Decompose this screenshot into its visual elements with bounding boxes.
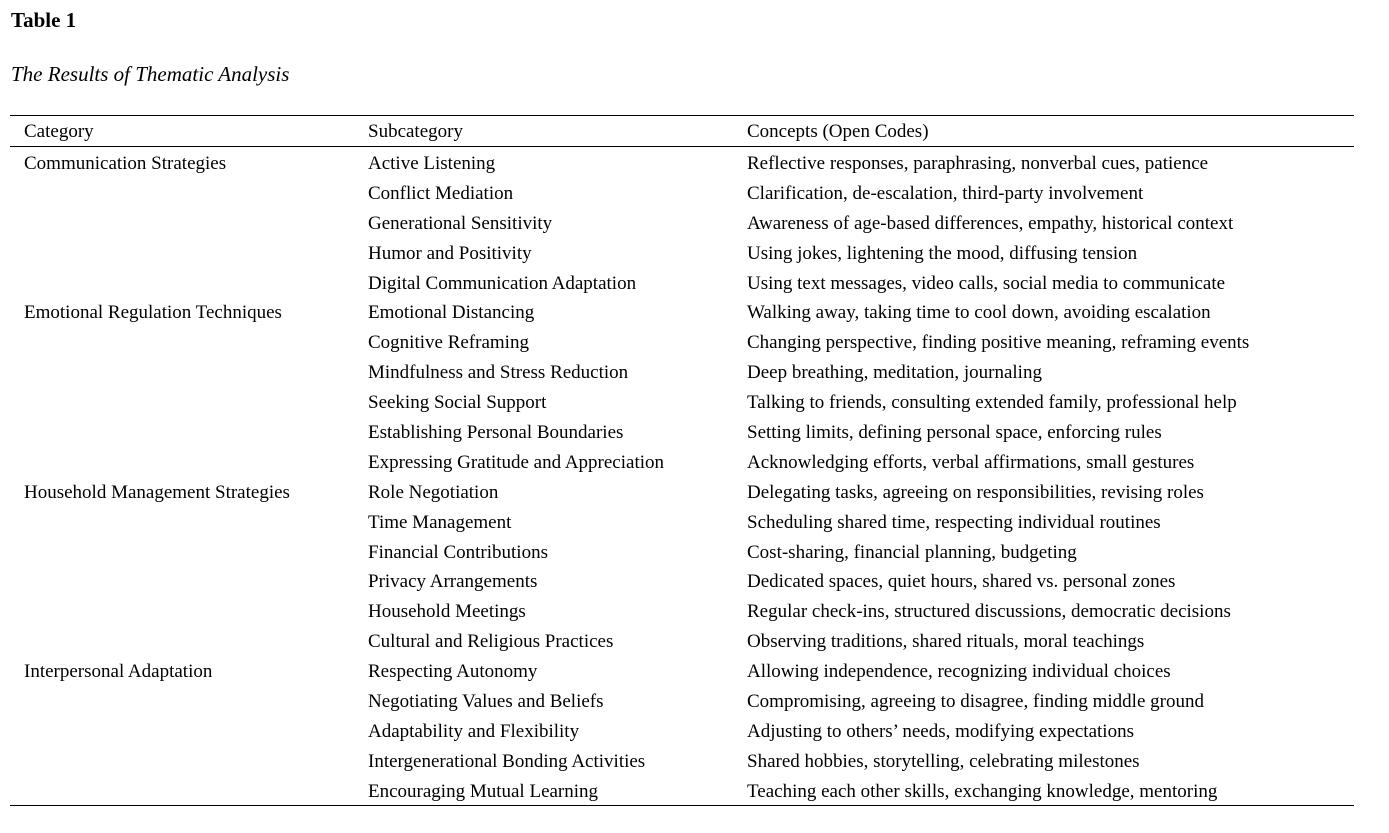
cell-subcategory: Financial Contributions <box>368 541 548 563</box>
cell-category: Interpersonal Adaptation <box>24 661 213 683</box>
cell-concepts: Acknowledging efforts, verbal affirmations, small gestures <box>747 451 1195 473</box>
cell-category: Household Management Strategies <box>24 481 290 503</box>
cell-subcategory: Role Negotiation <box>368 481 499 503</box>
cell-subcategory: Adaptability and Flexibility <box>368 720 580 742</box>
cell-subcategory: Emotional Distancing <box>368 302 535 324</box>
table-row <box>0 211 1389 241</box>
cell-concepts: Deep breathing, meditation, journaling <box>747 362 1042 384</box>
cell-concepts: Clarification, de-escalation, third-party involvement <box>747 182 1144 204</box>
cell-subcategory: Encouraging Mutual Learning <box>368 780 599 802</box>
table-row <box>0 450 1389 480</box>
table-row <box>0 300 1389 330</box>
cell-subcategory: Time Management <box>368 511 512 533</box>
table-row <box>0 330 1389 360</box>
table-row <box>0 390 1389 420</box>
cell-concepts: Shared hobbies, storytelling, celebrating milestones <box>747 750 1140 772</box>
cell-subcategory: Seeking Social Support <box>368 392 547 414</box>
table-row <box>0 480 1389 510</box>
cell-subcategory: Active Listening <box>368 153 496 174</box>
cell-concepts: Compromising, agreeing to disagree, finding middle ground <box>747 691 1204 713</box>
table-row <box>0 241 1389 271</box>
table-top-rule <box>10 115 1354 116</box>
cell-concepts: Walking away, taking time to cool down, avoiding escalation <box>747 302 1211 324</box>
table-row <box>0 540 1389 570</box>
cell-concepts: Observing traditions, shared rituals, moral teachings <box>747 631 1145 653</box>
header-category: Category <box>24 121 94 142</box>
cell-subcategory: Establishing Personal Boundaries <box>368 422 624 444</box>
cell-category: Emotional Regulation Techniques <box>24 302 282 324</box>
cell-concepts: Changing perspective, finding positive meaning, reframing events <box>747 332 1250 354</box>
cell-subcategory: Privacy Arrangements <box>368 571 538 593</box>
table-bottom-rule <box>10 805 1354 806</box>
cell-category: Communication Strategies <box>24 153 227 174</box>
header-subcategory: Subcategory <box>368 121 463 142</box>
cell-concepts: Awareness of age-based differences, empathy, historical context <box>747 212 1234 234</box>
cell-subcategory: Intergenerational Bonding Activities <box>368 750 646 772</box>
cell-subcategory: Negotiating Values and Beliefs <box>368 691 604 713</box>
cell-subcategory: Generational Sensitivity <box>368 212 553 234</box>
table-row <box>0 689 1389 719</box>
table-row <box>0 659 1389 689</box>
cell-concepts: Using jokes, lightening the mood, diffusing tension <box>747 242 1138 264</box>
cell-subcategory: Cultural and Religious Practices <box>368 631 614 653</box>
table-row <box>0 719 1389 749</box>
cell-subcategory: Expressing Gratitude and Appreciation <box>368 451 665 473</box>
cell-concepts: Delegating tasks, agreeing on responsibilities, revising roles <box>747 481 1204 503</box>
table-header-row <box>0 119 1389 145</box>
cell-concepts: Using text messages, video calls, social media to communicate <box>747 272 1226 294</box>
table-row <box>0 569 1389 599</box>
cell-subcategory: Respecting Autonomy <box>368 661 538 683</box>
cell-concepts: Cost-sharing, financial planning, budgeting <box>747 541 1077 563</box>
cell-concepts: Reflective responses, paraphrasing, nonverbal cues, patience <box>747 153 1209 174</box>
table-row <box>0 181 1389 211</box>
cell-concepts: Allowing independence, recognizing individual choices <box>747 661 1171 683</box>
table-number: Table 1 <box>11 8 77 32</box>
cell-concepts: Adjusting to others’ needs, modifying expectations <box>747 720 1134 742</box>
cell-concepts: Regular check-ins, structured discussions, democratic decisions <box>747 601 1231 623</box>
cell-subcategory: Digital Communication Adaptation <box>368 272 637 294</box>
header-concepts: Concepts (Open Codes) <box>747 121 929 142</box>
table-title: The Results of Thematic Analysis <box>11 62 290 86</box>
cell-subcategory: Humor and Positivity <box>368 242 532 264</box>
table-row <box>0 420 1389 450</box>
table-body <box>0 151 1389 809</box>
cell-concepts: Dedicated spaces, quiet hours, shared vs. personal zones <box>747 571 1176 593</box>
table-row <box>0 510 1389 540</box>
cell-subcategory: Cognitive Reframing <box>368 332 529 354</box>
cell-concepts: Setting limits, defining personal space, enforcing rules <box>747 422 1162 444</box>
table-header-rule <box>10 146 1354 147</box>
cell-concepts: Scheduling shared time, respecting individual routines <box>747 511 1161 533</box>
table-row <box>0 629 1389 659</box>
table-row <box>0 360 1389 390</box>
cell-concepts: Talking to friends, consulting extended family, professional help <box>747 392 1237 414</box>
cell-subcategory: Household Meetings <box>368 601 526 623</box>
cell-concepts: Teaching each other skills, exchanging knowledge, mentoring <box>747 780 1218 802</box>
table-row <box>0 599 1389 629</box>
table-row <box>0 151 1389 181</box>
table-row <box>0 749 1389 779</box>
cell-subcategory: Mindfulness and Stress Reduction <box>368 362 629 384</box>
table-row <box>0 271 1389 301</box>
cell-subcategory: Conflict Mediation <box>368 182 514 204</box>
